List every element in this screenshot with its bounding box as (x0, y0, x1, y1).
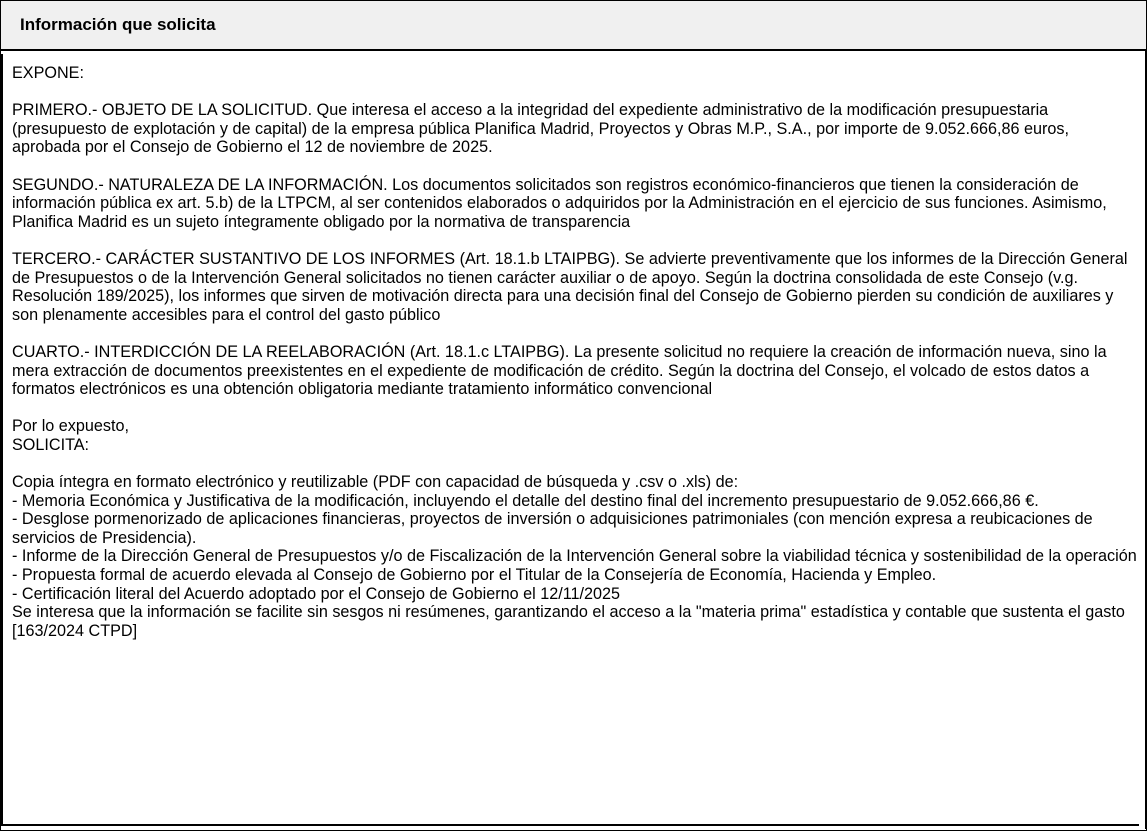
list-item: - Informe de la Dirección General de Presupuestos y/o de Fiscalización de la Intervención General sobre la viabilidad técnica y sostenibilidad de la operación (12, 547, 1137, 566)
request-text-content (3, 54, 1138, 640)
closing-paragraph: Se interesa que la información se facilite sin sesgos ni resúmenes, garantizando el acceso a la "materia prima" estadística y contable que sustenta el gasto [163/2024 CTPD] (12, 603, 1130, 640)
paragraph-segundo: SEGUNDO.- NATURALEZA DE LA INFORMACIÓN. Los documentos solicitados son registros económico-financieros que tienen la consideración de información pública ex art. 5.b) de la LTPCM, al ser contenidos elaborados o adquiridos por la Administración en el ejercicio de sus funciones. Asimismo, Planifica Madrid es un sujeto íntegramente obligado por la normativa de transparencia (12, 175, 1112, 231)
list-item: - Memoria Económica y Justificativa de la modificación, incluyendo el detalle del destino final del incremento presupuestario de 9.052.666,86 €. (12, 491, 1039, 510)
paragraph-cuarto: CUARTO.- INTERDICCIÓN DE LA REELABORACIÓN (Art. 18.1.c LTAIPBG). La presente solicitud no requiere la creación de información nueva, sino la mera extracción de documentos preexistentes en el expediente de modificación de crédito. Según la doctrina del Consejo, el volcado de estos datos a formatos electrónicos es una obtención obligatoria mediante tratamiento informático convencional (12, 342, 1112, 399)
request-text-area[interactable] (1, 54, 1139, 826)
por-lo-expuesto: Por lo expuesto, (12, 417, 129, 436)
list-item: - Desglose pormenorizado de aplicaciones financieras, proyectos de inversión o adquisiciones patrimoniales (con mención expresa a reubicaciones de servicios de Presidencia). (12, 510, 1093, 547)
expone-heading: EXPONE: (12, 64, 84, 82)
solicita-heading: SOLICITA: (12, 435, 90, 454)
paragraph-primero: PRIMERO.- OBJETO DE LA SOLICITUD. Que interesa el acceso a la integridad del expediente administrativo de la modificación presupuestaria (presupuesto de explotación y de capital) de la empresa pública Planifica Madrid, Proyectos y Obras M.P., S.A., por importe de 9.052.666,86 euros, aprobada por el Consejo de Gobierno el 12 de noviembre de 2025. (12, 101, 1074, 157)
list-item: - Propuesta formal de acuerdo elevada al Consejo de Gobierno por el Titular de la Consejería de Economía, Hacienda y Empleo. (12, 566, 937, 585)
copia-intro: Copia íntegra en formato electrónico y reutilizable (PDF con capacidad de búsqueda y .csv o .xls) de: (12, 473, 739, 492)
panel-title: Información que solicita (20, 15, 216, 34)
paragraph-tercero: TERCERO.- CARÁCTER SUSTANTIVO DE LOS INFORMES (Art. 18.1.b LTAIPBG). Se advierte preventivamente que los informes de la Dirección General de Presupuestos o de la Intervención General solicitados no tienen carácter auxiliar o de apoyo. Según la doctrina consolidada de este Consejo (v.g. Resolución 189/2025), los informes que sirven de motivación directa para una decisión final del Consejo de Gobierno pierden su condición de auxiliares y son plenamente accesibles para el control del gasto público (12, 249, 1132, 324)
list-item: - Certificación literal del Acuerdo adoptado por el Consejo de Gobierno el 12/11/2025 (12, 584, 621, 603)
panel-header (1, 1, 1146, 51)
